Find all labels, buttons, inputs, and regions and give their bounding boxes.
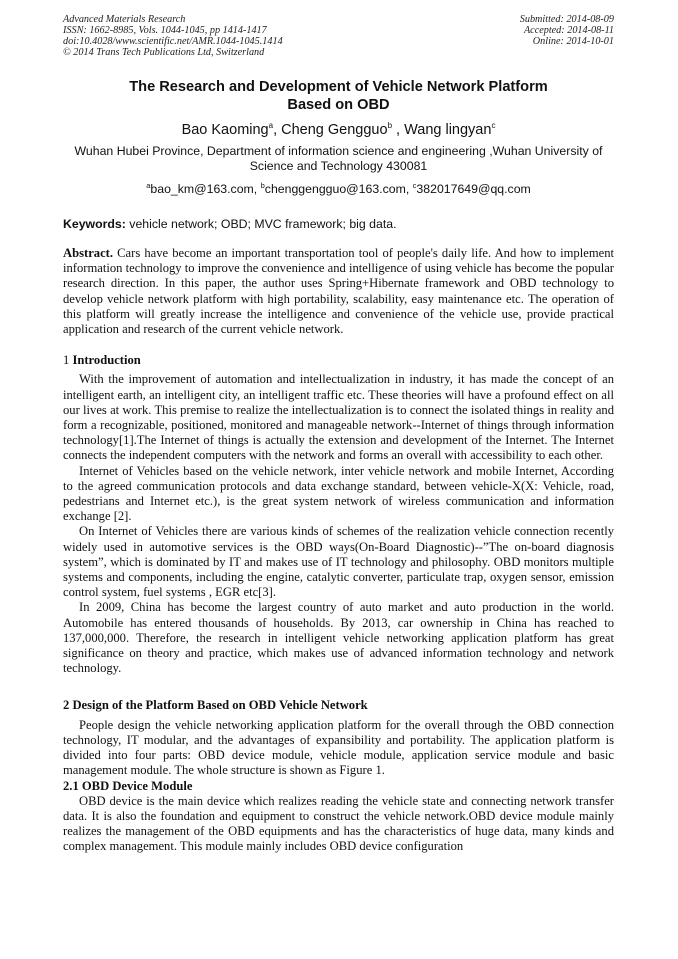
journal-name: Advanced Materials Research (63, 14, 186, 25)
paragraph: On Internet of Vehicles there are various kinds of schemes of the realization vehicle connection recently widely used in automotive services is the OBD ways(On-Board Diagnostic)--”The on-board diagnosis system”, which is dominated by IT and makes use of IT technology and philosophy. OBD monitors multiple systems and components, including the engine, catalytic converter, particulate trap, oxygen sensor, emission control system, fuel systems , EGR etc[3]. (63, 524, 614, 600)
journal-issn: ISSN: 1662-8985, Vols. 1044-1045, pp 1414-1417 (63, 25, 267, 36)
email-b-sup: b (260, 180, 265, 190)
paragraph: In 2009, China has become the largest country of auto market and auto production in the world. Automobile has entered thousands of households. By 2013, car ownership in China has reached to 137,000,000. Therefore, the research in intelligent vehicle networking application platform has great significance on theory and practice, which makes use of advanced information technology and network technology. (63, 600, 614, 676)
journal-info (63, 14, 283, 58)
paragraph: People design the vehicle networking application platform for the overall through the OBD connection technology, IT modular, and the advantages of expansibility and portability. The application platform is divided into four parts: OBD device module, vehicle module, application service module and basic management module. The whole structure is shown as Figure 1. (63, 717, 614, 778)
title-line-1: The Research and Development of Vehicle Network Platform (129, 79, 548, 95)
keywords-text: vehicle network; OBD; MVC framework; big data. (129, 217, 397, 231)
keywords (63, 217, 614, 232)
paper-title (63, 78, 614, 114)
author-2-sup: b (387, 121, 393, 131)
email-a[interactable]: bao_km@163.com, (150, 182, 258, 196)
section-2-1-heading: 2.1 OBD Device Module (63, 778, 193, 793)
email-c[interactable]: 382017649@qq.com (416, 182, 531, 196)
section-2-body (63, 718, 614, 779)
section-1-heading (63, 353, 614, 368)
affiliation-line-1: Wuhan Hubei Province, Department of information science and engineering ,Wuhan University of (74, 144, 603, 158)
abstract-label: Abstract. (63, 246, 114, 260)
affiliation-line-2: Science and Technology 430081 (249, 159, 428, 173)
abstract (63, 246, 614, 337)
section-1-number: 1 (63, 353, 70, 368)
author-1-name: Bao Kaoming (181, 122, 269, 138)
paper-page (63, 14, 614, 855)
accepted-date: Accepted: 2014-08-11 (523, 25, 614, 36)
journal-doi[interactable]: doi:10.4028/www.scientific.net/AMR.1044-1045.1414 (63, 36, 283, 47)
affiliation (63, 144, 614, 174)
journal-header (63, 14, 614, 58)
paragraph: Internet of Vehicles based on the vehicle network, inter vehicle network and mobile Internet, According to the agreed communication protocols and data exchange standard, between vehicle-X(X: Vehicle, road, pedestrians and Internet etc.), is the great system network of wireless communication and information exchange [2]. (63, 463, 614, 524)
author-2-name: Cheng Gengguo (281, 122, 388, 138)
paragraph: OBD device is the main device which realizes reading the vehicle state and connecting network transfer data. It is also the foundation and equipment to construct the vehicle network.OBD device module mainly realizes the management of the OBD equipments and has the characteristics of huge data, many kinds and complex management. This module mainly includes OBD device configuration (63, 793, 614, 854)
online-date: Online: 2014-10-01 (532, 36, 614, 47)
author-3-sup: c (491, 121, 496, 131)
abstract-text: Cars have become an important transportation tool of people's daily life. And how to implement information technology to improve the convenience and intelligence of using vehicle has become the popular research direction. In this paper, the author uses Spring+Hibernate framework and OBD technology to develop vehicle network platform with high portability, scalability, easy maintenance etc. The operation of this platform will greatly increase the intelligence and convenience of the vehicle use, provide practical application and research of the current vehicle network. (63, 246, 615, 337)
journal-copyright: © 2014 Trans Tech Publications Ltd, Switzerland (63, 47, 265, 58)
author-3-name: Wang lingyan (404, 122, 492, 138)
author-1-sup: a (268, 121, 274, 131)
author-emails (63, 182, 614, 197)
publication-dates (520, 14, 614, 58)
email-b[interactable]: chenggengguo@163.com, (264, 182, 410, 196)
email-a-sup: a (146, 180, 151, 190)
paragraph: With the improvement of automation and intellectualization in industry, it has made the concept of an intelligent earth, an intelligent city, an intelligent traffic etc. These theories will have a profound effect on all our lives at work. This premise to realize the intellectualization is to connect the isolated things in reality and form a recognizable, positioned, monitored and manageable network--Internet of things through information technology[1].The Internet of things is actually the extension and development of the Internet. The Internet connects the independent computers with the network and forms an overall with accessibility to each other. (63, 372, 614, 463)
email-c-sup: c (412, 180, 417, 190)
author-list: Bao Kaoming$^a$, Cheng Gengguo$^b$ , Wang lingyan$^c$ (181, 121, 496, 138)
section-2-heading: 2 Design of the Platform Based on OBD Vehicle Network (63, 698, 368, 713)
title-line-2: Based on OBD (287, 97, 390, 113)
section-2-1-body (63, 794, 614, 855)
keywords-label: Keywords: (63, 217, 126, 231)
section-1-title: Introduction (72, 353, 141, 368)
submitted-date: Submitted: 2014-08-09 (519, 14, 614, 25)
section-1-body (63, 372, 614, 676)
